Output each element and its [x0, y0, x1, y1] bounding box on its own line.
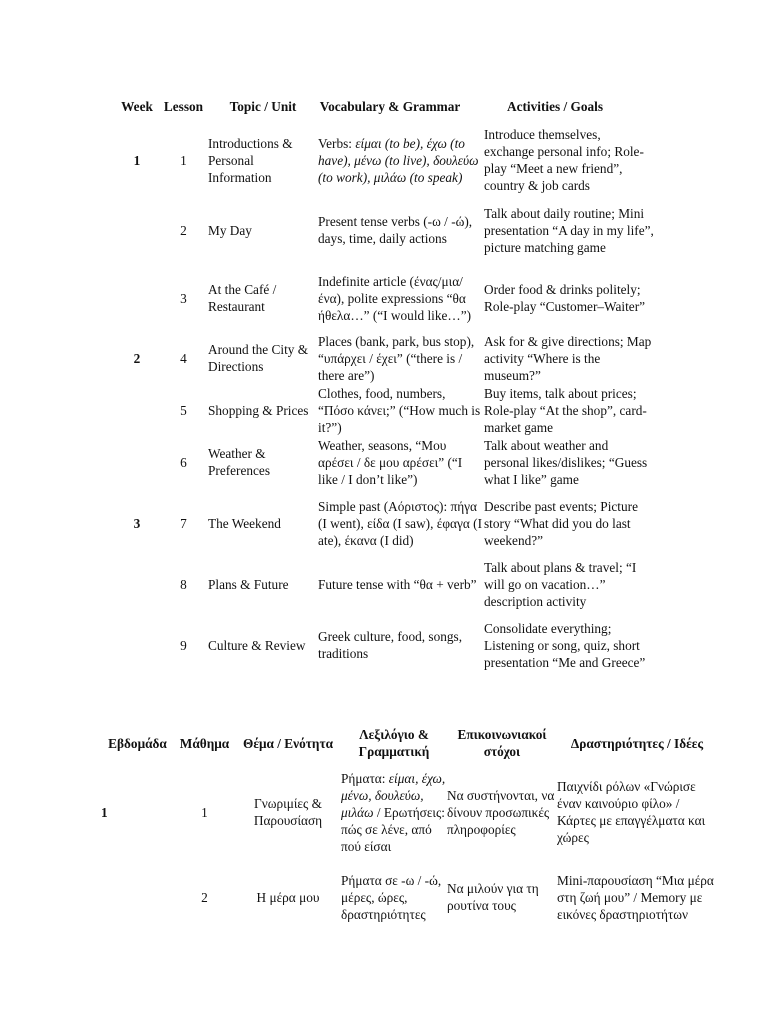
lesson-cell: 2: [180, 222, 187, 238]
lesson-cell: 2: [201, 889, 208, 905]
week-cell: [115, 610, 159, 680]
vocab-cell: Weather, seasons, “Μου αρέσει / δε μου αρέσει” (“I like / I don’t like”): [318, 437, 463, 487]
activities-cell: Talk about plans & travel; “I will go on vacation…” description activity: [484, 559, 637, 609]
header-vocabulary: Vocabulary & Grammar: [319, 99, 461, 114]
activities-cell: Mini-παρουσίαση “Μια μέρα στη ζωή μου” / Memory με εικόνες δραστηριοτήτων: [557, 872, 714, 922]
table-row: [115, 196, 654, 264]
week-cell: 1: [133, 152, 141, 168]
lesson-cell: 9: [180, 637, 187, 653]
activities-cell: Talk about daily routine; Mini presentation “A day in my life”, picture matching game: [484, 205, 654, 255]
vocab-cell: Present tense verbs (-ω / -ώ), days, time, daily actions: [318, 214, 473, 246]
curriculum-table-english: [115, 89, 654, 680]
topic-cell: Culture & Review: [208, 637, 306, 653]
vocab-italic: είμαι, έχω, μένω, δουλεύω, μιλάω: [341, 770, 446, 820]
header-activities: Activities / Goals: [506, 99, 604, 114]
table-row: [115, 436, 654, 488]
header-vocabulary: Λεξιλόγιο & Γραμματική: [358, 727, 430, 759]
header-goals: Επικοινωνιακοί στόχοι: [457, 727, 547, 759]
lesson-cell: 5: [180, 402, 187, 418]
header-activities: Δραστηριότητες / Ιδέες: [570, 735, 704, 751]
header-topic: Topic / Unit: [229, 99, 297, 114]
vocab-cell: Simple past (Αόριστος): πήγα (I went), είδα (I saw), έφαγα (I ate), έκανα (I did): [318, 498, 483, 548]
topic-cell: Plans & Future: [208, 576, 289, 592]
topic-cell: Γνωριμίες & Παρουσίαση: [253, 796, 323, 828]
week-cell: [115, 558, 159, 610]
vocab-suffix: / Ερωτήσεις: πώς σε λένε, από πού είσαι: [341, 804, 445, 854]
table-row: [101, 862, 717, 932]
vocab-cell: Ρήματα σε -ω / -ώ, μέρες, ώρες, δραστηριότητες: [341, 872, 442, 922]
topic-cell: Weather & Preferences: [208, 446, 271, 478]
topic-cell: Around the City & Directions: [208, 342, 309, 374]
week-cell: 2: [133, 350, 141, 366]
topic-cell: Η μέρα μου: [256, 889, 320, 905]
lesson-cell: 8: [180, 576, 187, 592]
lesson-cell: 1: [180, 152, 187, 168]
vocab-prefix: Ρήματα:: [341, 770, 389, 786]
activities-cell: Describe past events; Picture story “What did you do last weekend?”: [484, 498, 638, 548]
week-cell: 3: [133, 515, 141, 531]
activities-cell: Buy items, talk about prices; Role-play “At the shop”, card-market game: [484, 385, 647, 435]
week-cell: [115, 436, 159, 488]
vocab-prefix: Verbs:: [318, 135, 356, 151]
activities-cell: Introduce themselves, exchange personal info; Role-play “Meet a new friend”, country & job cards: [484, 127, 644, 193]
table-row: [115, 384, 654, 436]
vocab-cell: Clothes, food, numbers, “Πόσο κάνει;” (“How much is it?”): [318, 385, 481, 435]
goals-cell: Να μιλούν για τη ρουτίνα τους: [447, 881, 539, 913]
lesson-cell: 7: [180, 515, 187, 531]
activities-cell: Talk about weather and personal likes/dislikes; “Guess what I like” game: [484, 437, 648, 487]
table-row: [115, 488, 654, 558]
topic-cell: Shopping & Prices: [208, 402, 309, 418]
table-row: [115, 610, 654, 680]
table-row: [115, 332, 654, 384]
activities-cell: Order food & drinks politely; Role-play “Customer–Waiter”: [484, 282, 646, 314]
week-cell: [115, 196, 159, 264]
lesson-cell: 3: [180, 290, 187, 306]
activities-cell: Consolidate everything; Listening or song, quiz, short presentation “Me and Greece”: [484, 620, 646, 670]
lesson-cell: 6: [180, 454, 187, 470]
table-row: [101, 762, 717, 862]
lesson-cell: 4: [180, 350, 187, 366]
header-lesson: Lesson: [163, 99, 204, 114]
vocab-cell: Indefinite article (ένας/μια/ένα), polite expressions “θα ήθελα…” (“I would like…”): [318, 273, 472, 323]
goals-cell: Να συστήνονται, να δίνουν προσωπικές πληροφορίες: [447, 787, 555, 837]
vocab-cell: [318, 124, 484, 196]
week-cell: [115, 384, 159, 436]
topic-cell: My Day: [208, 222, 252, 238]
table-header-row: [115, 89, 654, 124]
table-row: [115, 124, 654, 196]
table-row: [115, 558, 654, 610]
topic-cell: At the Café / Restaurant: [208, 282, 277, 314]
week-cell: [101, 862, 174, 932]
vocab-cell: Places (bank, park, bus stop), “υπάρχει / έχει” (“there is / there are”): [318, 333, 475, 383]
vocab-italic: είμαι (to be), έχω (to have), μένω (to live), δουλεύω (to work), μιλάω (to speak): [318, 135, 479, 185]
header-lesson: Μάθημα: [179, 735, 230, 751]
header-topic: Θέμα / Ενότητα: [242, 735, 333, 751]
vocab-cell: [341, 762, 447, 862]
vocab-cell: Greek culture, food, songs, traditions: [318, 629, 463, 661]
header-week: Week: [121, 99, 153, 114]
activities-cell: Παιχνίδι ρόλων «Γνώρισε έναν καινούριο φίλο» / Κάρτες με επαγγέλματα και χώρες: [557, 779, 706, 845]
table-header-row: [101, 724, 717, 762]
topic-cell: The Weekend: [208, 515, 281, 531]
lesson-cell: 1: [201, 804, 208, 820]
activities-cell: Ask for & give directions; Map activity “Where is the museum?”: [484, 333, 652, 383]
curriculum-table-greek: [101, 724, 717, 932]
week-cell: [115, 264, 159, 332]
table-row: [115, 264, 654, 332]
week-cell: 1: [101, 804, 108, 820]
topic-cell: Introductions & Personal Information: [208, 135, 293, 185]
header-week: Εβδομάδα: [108, 735, 167, 751]
vocab-cell: Future tense with “θα + verb”: [318, 576, 477, 592]
